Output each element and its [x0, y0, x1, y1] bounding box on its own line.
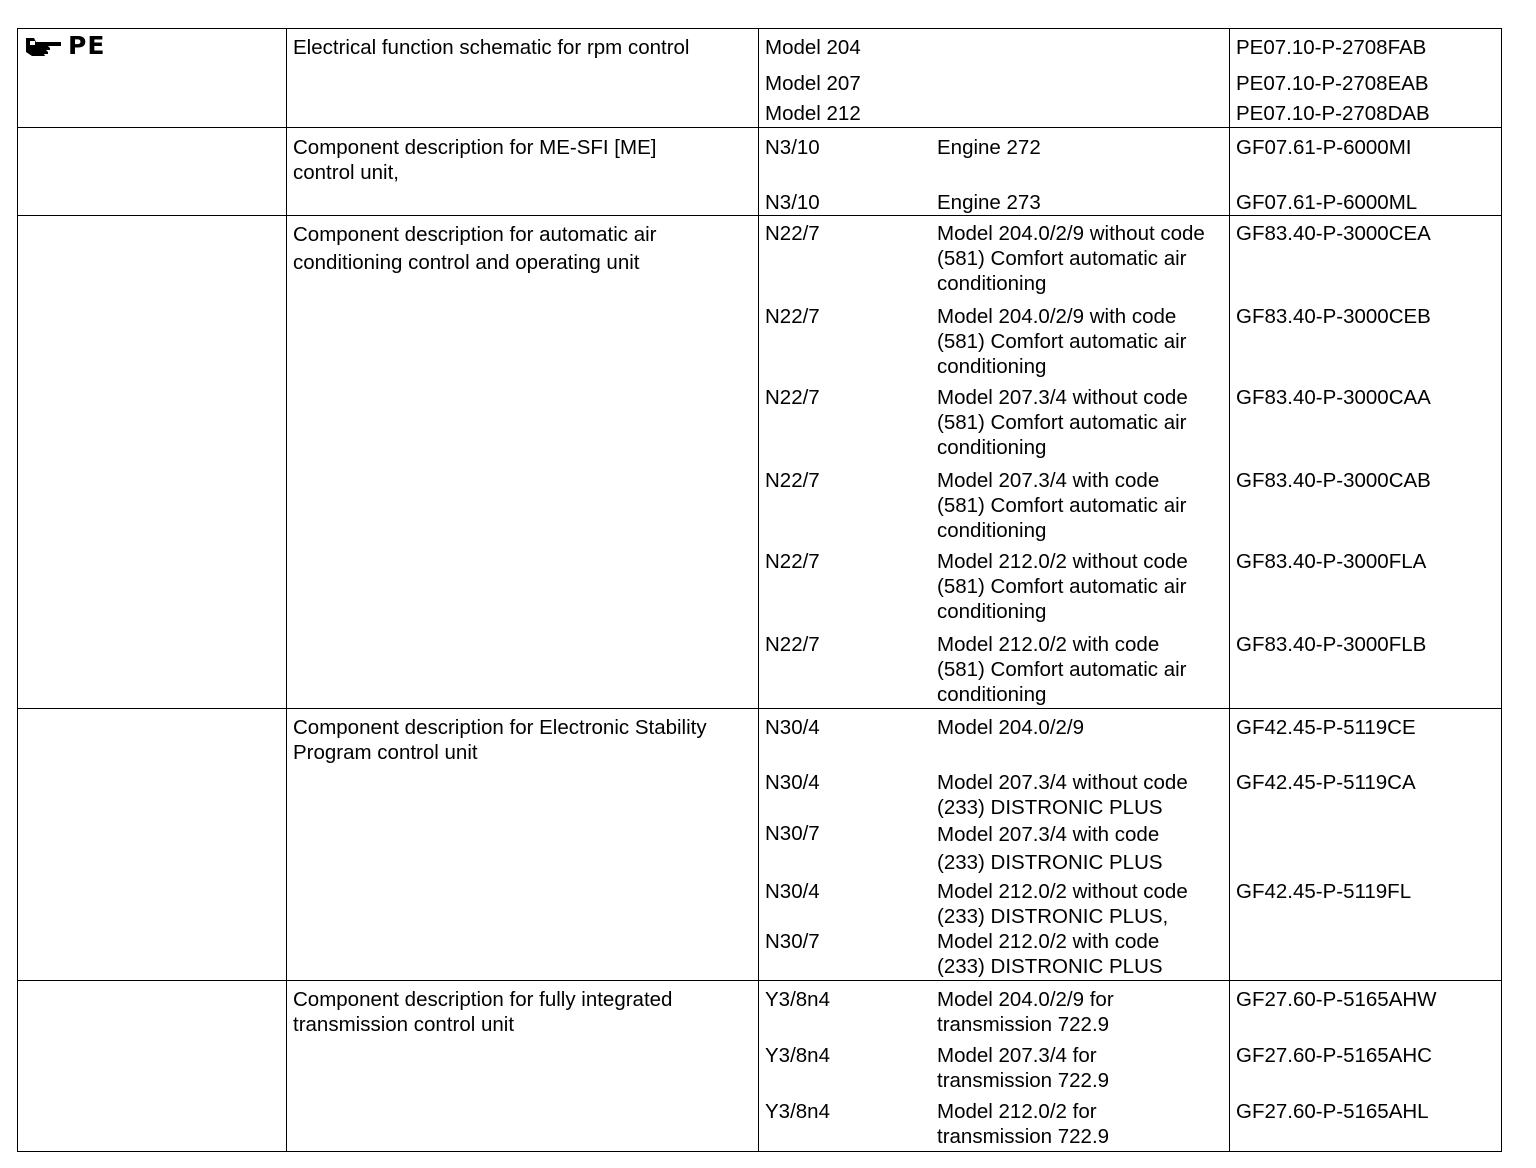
component-cell: Y3/8n4: [765, 988, 830, 1011]
document-code: GF83.40-P-3000CAB: [1236, 469, 1431, 492]
column-divider: [286, 29, 287, 1151]
document-code: PE07.10-P-2708EAB: [1236, 72, 1429, 95]
marker-label: PE: [68, 31, 106, 60]
component-cell: N22/7: [765, 305, 820, 328]
component-cell: N22/7: [765, 633, 820, 656]
component-cell: N22/7: [765, 386, 820, 409]
document-code: GF83.40-P-3000CAA: [1236, 386, 1431, 409]
component-cell: N30/4: [765, 880, 820, 903]
component-cell: Model 212: [765, 102, 861, 125]
applicability-cell: Model 204.0/2/9 for transmission 722.9: [937, 988, 1114, 1036]
document-code: GF27.60-P-5165AHC: [1236, 1044, 1432, 1067]
applicability-cell: Model 207.3/4 with code (581) Comfort automatic air conditioning: [937, 469, 1187, 542]
applicability-cell: Model 212.0/2 without code (581) Comfort automatic air conditioning: [937, 550, 1188, 623]
component-cell: N22/7: [765, 222, 820, 245]
document-code: PE07.10-P-2708DAB: [1236, 102, 1430, 125]
document-code: GF83.40-P-3000FLB: [1236, 633, 1427, 656]
section-description: Component description for fully integrated transmission control unit: [293, 988, 673, 1036]
component-cell: N30/7: [765, 930, 820, 953]
component-cell: N22/7: [765, 550, 820, 573]
column-divider: [1229, 29, 1230, 1151]
document-code: PE07.10-P-2708FAB: [1236, 36, 1427, 59]
component-cell: N30/4: [765, 771, 820, 794]
document-code: GF42.45-P-5119CA: [1236, 771, 1416, 794]
component-cell: N30/7: [765, 822, 820, 845]
marker: [24, 31, 105, 60]
section-description: Component description for automatic air conditioning control and operating unit: [293, 223, 657, 274]
section-description: Component description for Electronic Stability Program control unit: [293, 716, 707, 764]
document-code: GF83.40-P-3000CEB: [1236, 305, 1431, 328]
section-divider: [18, 127, 1501, 128]
component-cell: N30/4: [765, 716, 820, 739]
component-cell: N3/10: [765, 191, 820, 214]
component-cell: N22/7: [765, 469, 820, 492]
document-code: GF42.45-P-5119CE: [1236, 716, 1416, 739]
applicability-cell: Model 212.0/2 with code (581) Comfort automatic air conditioning: [937, 633, 1187, 706]
applicability-cell: Model 207.3/4 for transmission 722.9: [937, 1044, 1110, 1092]
document-code: GF27.60-P-5165AHW: [1236, 988, 1437, 1011]
document-code: GF83.40-P-3000FLA: [1236, 550, 1427, 573]
component-cell: Y3/8n4: [765, 1044, 830, 1067]
pointing-hand-icon: [24, 34, 64, 58]
applicability-cell: Model 204.0/2/9: [937, 716, 1085, 739]
applicability-cell: Model 207.3/4 without code (581) Comfort automatic air conditioning: [937, 386, 1188, 459]
applicability-cell: Model 207.3/4 without code (233) DISTRONIC PLUS: [937, 771, 1188, 819]
document-code: GF07.61-P-6000MI: [1236, 136, 1412, 159]
applicability-cell: Model 207.3/4 with code (233) DISTRONIC PLUS: [937, 823, 1163, 874]
section-description: Electrical function schematic for rpm control: [293, 36, 690, 59]
applicability-cell: Engine 273: [937, 191, 1041, 214]
document-code: GF07.61-P-6000ML: [1236, 191, 1418, 214]
component-cell: Y3/8n4: [765, 1100, 830, 1123]
section-divider: [18, 215, 1501, 216]
component-cell: Model 204: [765, 36, 861, 59]
section-description: Component description for ME-SFI [ME] control unit,: [293, 136, 657, 184]
component-cell: Model 207: [765, 72, 861, 95]
document-code: GF83.40-P-3000CEA: [1236, 222, 1431, 245]
column-divider: [758, 29, 759, 1151]
section-divider: [18, 708, 1501, 709]
reference-table: [17, 28, 1502, 1152]
applicability-cell: Model 212.0/2 without code (233) DISTRONIC PLUS,: [937, 880, 1188, 928]
component-cell: N3/10: [765, 136, 820, 159]
section-divider: [18, 980, 1501, 981]
document-code: GF42.45-P-5119FL: [1236, 880, 1412, 903]
applicability-cell: Model 212.0/2 for transmission 722.9: [937, 1100, 1110, 1148]
applicability-cell: Model 204.0/2/9 with code (581) Comfort automatic air conditioning: [937, 305, 1187, 378]
applicability-cell: Model 212.0/2 with code (233) DISTRONIC PLUS: [937, 930, 1163, 978]
applicability-cell: Engine 272: [937, 136, 1041, 159]
applicability-cell: Model 204.0/2/9 without code (581) Comfort automatic air conditioning: [937, 222, 1205, 295]
document-code: GF27.60-P-5165AHL: [1236, 1100, 1429, 1123]
